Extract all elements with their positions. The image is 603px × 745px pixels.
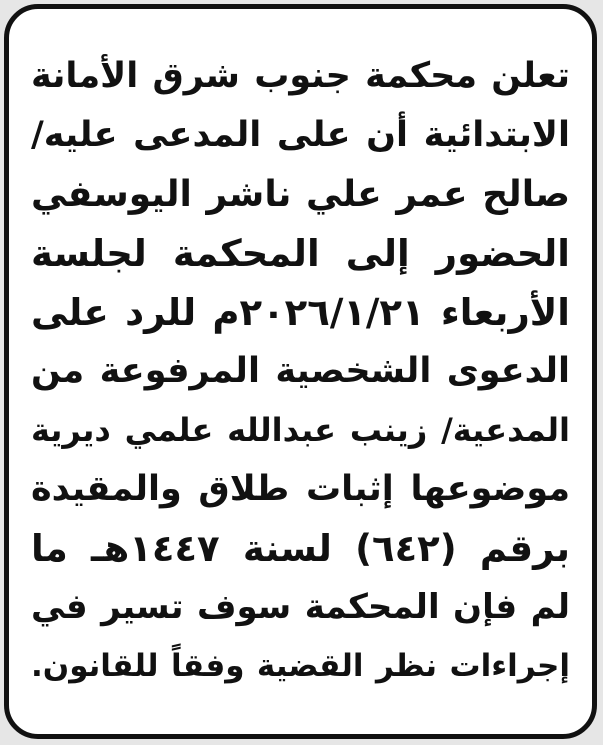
- court-notice-text: [31, 47, 570, 696]
- notice-line-4: الحضور إلى المحكمة لجلسة: [31, 232, 570, 275]
- notice-line-7: المدعية/ زينب عبدالله علمي ديرية: [31, 411, 570, 449]
- notice-line-8: موضوعها إثبات طلاق والمقيدة: [31, 469, 570, 509]
- notice-line-5: الأربعاء ٢٠٢٦/١/٢١م للرد على: [31, 291, 570, 334]
- notice-frame: [4, 4, 597, 739]
- notice-line-11: إجراءات نظر القضية وفقاً للقانون.: [31, 648, 570, 684]
- notice-line-6: الدعوى الشخصية المرفوعة من: [31, 351, 570, 391]
- notice-line-10: لم فإن المحكمة سوف تسير في: [31, 587, 570, 627]
- notice-line-2: الابتدائية أن على المدعى عليه/: [31, 115, 570, 155]
- notice-line-1: تعلن محكمة جنوب شرق الأمانة: [31, 56, 570, 96]
- notice-line-9: برقم (٦٤٢) لسنة ١٤٤٧هـ ما: [31, 527, 571, 570]
- notice-line-3: صالح عمر علي ناشر اليوسفي: [31, 174, 570, 215]
